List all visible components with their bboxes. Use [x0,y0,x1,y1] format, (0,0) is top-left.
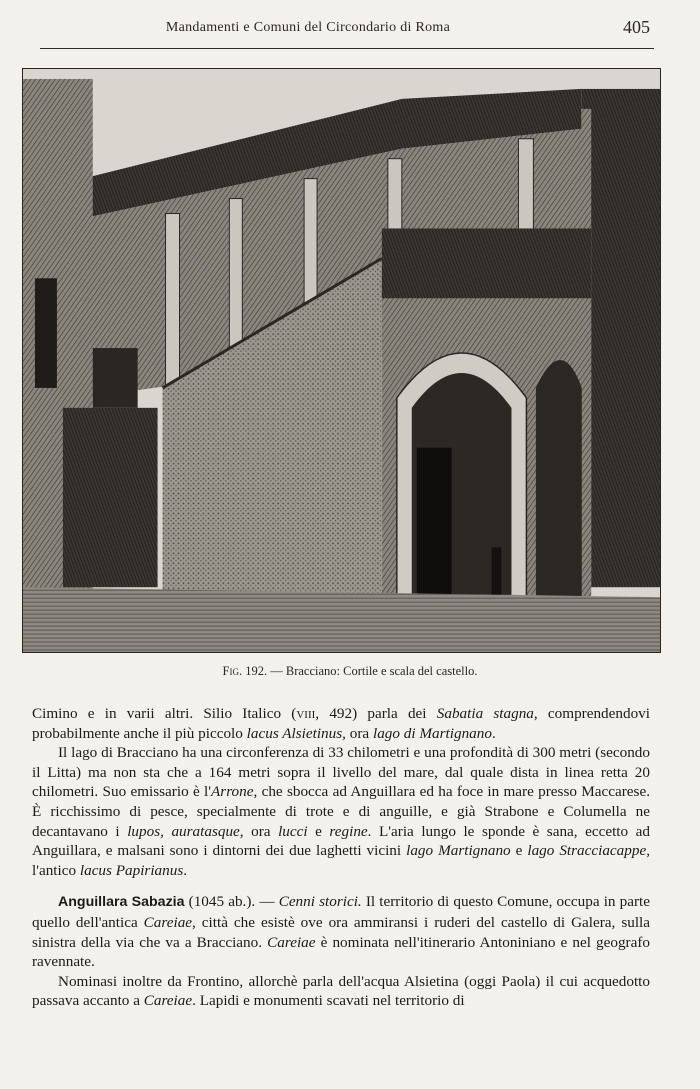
text-run: , ora [239,822,279,840]
paragraph-3 [32,892,650,971]
italic-term: Careiae [143,913,193,931]
italic-term: Cenni storici. [278,893,362,911]
page-header [22,14,654,46]
text-run: Il territorio di questo Comune, occupa in parte quello dell'antica [32,893,651,931]
italic-term: regine [329,822,368,840]
italic-term: lacus Alsietinus [246,724,343,742]
engraving-illustration [22,68,661,653]
text-run: , l'antico [32,842,650,879]
paragraph-1 [32,704,650,743]
figure-caption [0,664,700,679]
text-run: . [491,724,496,742]
text-run: , ora [342,724,373,742]
italic-term: Careiae [267,933,316,951]
text-run: . Lapidi e monumenti scavati nel territorio di [192,992,465,1010]
text-run: . [183,861,188,879]
italic-term: Arrone [211,783,254,801]
italic-term: lago di Martignano [372,724,492,742]
italic-term: lago Stracciacappe [527,842,647,860]
italic-term: lupos, auratasque [127,822,240,840]
text-run: , 492) parla dei [315,705,437,722]
text-run: , che sbocca ad Anguillara ed ha foce in mare presso Maccarese. È ricchissimo di pesce, specialmente di trote e di anguille, e già Strabone e Columella ne decantavano i [32,783,650,840]
paragraph-4 [32,972,650,1011]
text-run: . L'aria lungo le sponde è sana, eccetto ad Anguillara, e malsani sono i dintorni dei due laghetti vicini [32,822,650,860]
running-head: Mandamenti e Comuni del Circondario di Roma [165,20,451,35]
text-run: Cimino e in varii altri. Silio Italico ( [32,705,297,722]
text-run: è nominata nell'itinerario Antoniniano e nel geografo ravennate. [32,933,650,971]
italic-term: lago Martignano [406,842,511,860]
section-lead: Anguillara Sabazia [58,894,185,911]
italic-term: Careiae [143,992,193,1010]
text-run: , comprendendovi probabilmente anche il più piccolo [32,705,650,742]
body-text [32,704,650,1011]
italic-term: Sabatia stagna [436,705,534,722]
text-run: e [510,842,528,860]
italic-term: lucci [278,822,308,840]
castle-courtyard-engraving [23,69,660,652]
text-run: Nominasi inoltre da Frontino, allorchè parla dell'acqua Alsietina (oggi Paola) il cui acquedotto passava accanto a [32,972,650,1010]
text-run: , città che esistè ove ora ammiransi i ruderi del castello di Galera, sulla sinistra della via che va a Bracciano. [32,913,650,951]
text-run: (1045 ab.). — [184,893,279,911]
text-run: e [307,822,330,840]
header-rule [40,48,654,49]
page-number: 405 [623,17,650,37]
text-run: Il lago di Bracciano ha una circonferenza di 33 chilometri e una profondità di 300 metri (secondo il Litta) ma non sta che a 164 metri sopra il livello del mare, dal quale dista in linea retta 20 chilometri. Suo emissario è l' [32,744,650,801]
caption-text: Bracciano: Cortile e scala del castello. [285,664,478,678]
caption-dash: — [267,664,286,678]
text-run: viii [296,705,316,722]
figure-label: Fig. 192. [222,664,268,678]
italic-term: lacus Papirianus [79,861,184,879]
paragraph-2 [32,743,650,880]
